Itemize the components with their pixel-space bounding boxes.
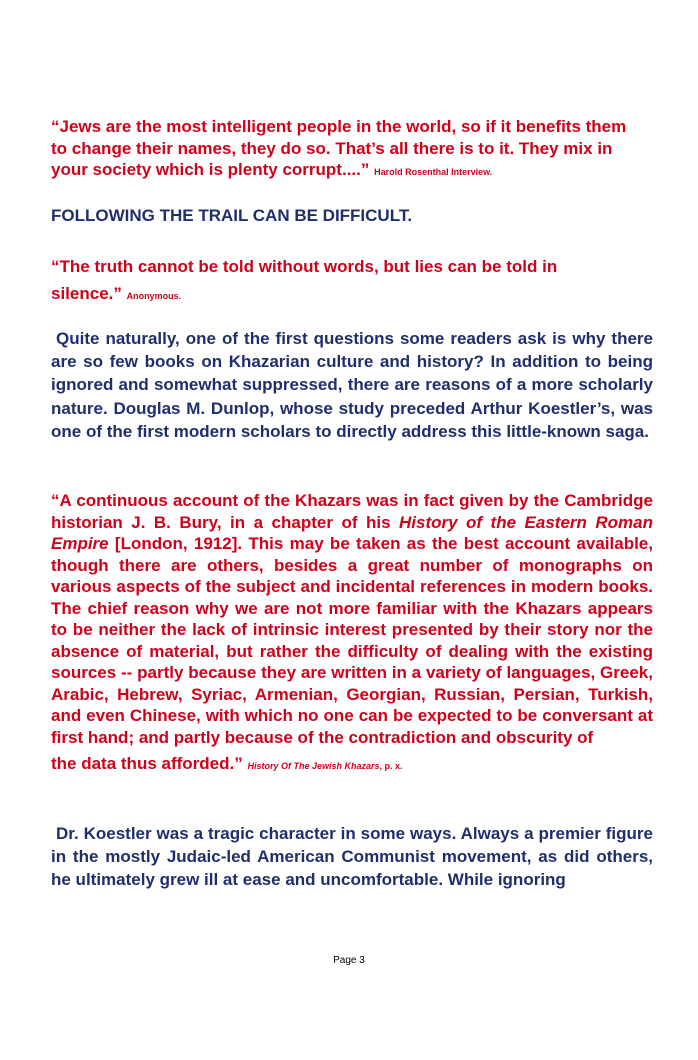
quote-text: “A continuous account of the Khazars was in fact given by the Cambridge historian J. B. Bury, in a chapter of his xyxy=(51,491,653,532)
quote-last-line: the data thus afforded.” xyxy=(51,754,248,773)
page-number: Page 3 xyxy=(333,955,365,966)
quote-source-page: , p. x. xyxy=(379,761,403,771)
quote-line: “The truth cannot be told without words, but lies can be told in xyxy=(51,257,558,276)
dunlop-quote xyxy=(51,490,653,778)
paragraph-text: Dr. Koestler was a tragic character in some ways. Always a premier figure in the mostly Judaic-led American Communist movement, as did others, he ultimately grew ill at ease and uncomfortable. While ignoring xyxy=(51,824,653,889)
quote-source-title: History Of The Jewish Khazars xyxy=(247,761,380,771)
book-title: History of the Eastern Roman Empire xyxy=(51,512,653,553)
quote-source: Anonymous. xyxy=(126,291,182,301)
body-paragraph-1 xyxy=(51,327,653,443)
quote-line: your society which is plenty corrupt....” xyxy=(51,160,375,179)
section-heading: FOLLOWING THE TRAIL CAN BE DIFFICULT. xyxy=(51,206,413,225)
rosenthal-quote xyxy=(51,116,653,184)
quote-line: silence.” xyxy=(51,284,127,303)
paragraph-text: Quite naturally, one of the first questions some readers ask is why there are so few books on Khazarian culture and history? In addition to being ignored and somewhat suppressed, there are reasons of a more scholarly nature. Douglas M. Dunlop, whose study preceded Arthur Koestler’s, was one of the first modern scholars to directly address this little-known saga. xyxy=(51,329,653,441)
anonymous-quote xyxy=(51,253,653,310)
quote-line: to change their names, they do so. That’s all there is to it. They mix in xyxy=(51,138,613,158)
quote-text: [London, 1912]. This may be taken as the best account available, though there are others, besides a great number of monographs on various aspects of the subject and incidental references in modern books. The chief reason why we are not more familiar with the Khazars appears to be neither the lack of intrinsic interest presented by their story nor the absence of material, but rather the difficulty of dealing with the existing sources -- partly because they are written in a variety of languages, Greek, Arabic, Hebrew, Syriac, Armenian, Georgian, Russian, Persian, Turkish, and even Chinese, with which no one can be expected to be conversant at first hand; and partly because of the contradiction and obscurity of xyxy=(51,534,653,747)
quote-source: Harold Rosenthal Interview. xyxy=(374,167,493,177)
body-paragraph-2 xyxy=(51,822,653,891)
quote-line: “Jews are the most intelligent people in the world, so if it benefits them xyxy=(51,117,627,136)
